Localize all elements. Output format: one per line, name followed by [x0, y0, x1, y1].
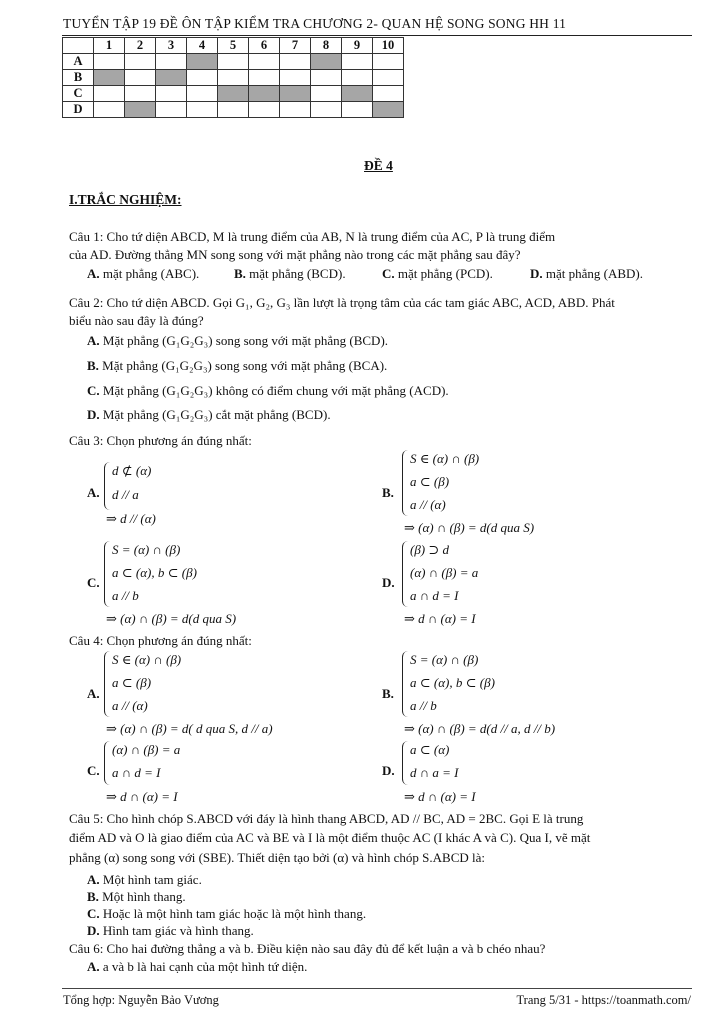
table-cell	[311, 86, 342, 102]
q3-a-brace	[104, 462, 111, 510]
table-cell	[373, 102, 404, 118]
header-title: TUYỂN TẬP 19 ĐỀ ÔN TẬP KIỂM TRA CHƯƠNG 2- QUAN HỆ SONG SONG HH 11	[63, 16, 567, 31]
q4-c-line1: (α) ∩ (β) = a	[112, 742, 181, 757]
q4-option-c-letter: C.	[87, 763, 100, 778]
table-column-header: 4	[187, 38, 218, 54]
footer-rule	[62, 988, 692, 989]
q3-d-line3: a ∩ d = I	[410, 588, 459, 603]
q3-d-line4: ⇒ d ∩ (α) = I	[404, 611, 476, 626]
table-cell	[94, 102, 125, 118]
q3-c-brace	[104, 541, 111, 607]
table-row-label: D	[63, 102, 94, 118]
q2-option-c: C. Mặt phẳng (G₁G₂G₃) không có điểm chung với mặt phẳng (ACD).	[87, 383, 449, 398]
table-cell	[249, 70, 280, 86]
q3-a-line3: ⇒ d // (α)	[106, 511, 156, 526]
table-cell	[373, 86, 404, 102]
table-cell	[373, 70, 404, 86]
q3-c-line4: ⇒ (α) ∩ (β) = d(d qua S)	[106, 611, 237, 626]
table-cell	[156, 86, 187, 102]
q2-option-d: D. Mặt phẳng (G₁G₂G₃) cắt mặt phẳng (BCD).	[87, 407, 331, 422]
q3-option-b-letter: B.	[382, 485, 394, 500]
q3-option-c-letter: C.	[87, 575, 100, 590]
table-cell	[311, 70, 342, 86]
q4-d-line1: a ⊂ (α)	[410, 742, 450, 757]
table-cell	[249, 54, 280, 70]
q5-stem-line3: phẳng (α) song song với (SBE). Thiết diện tạo bởi (α) và hình chóp S.ABCD là:	[69, 850, 486, 865]
q4-a-line4: ⇒ (α) ∩ (β) = d( d qua S, d // a)	[106, 721, 273, 736]
q4-c-brace	[104, 741, 111, 785]
q3-b-line1: S ∈ (α) ∩ (β)	[410, 451, 480, 466]
q1-stem-line1: Câu 1: Cho tứ diện ABCD, M là trung điểm của AB, N là trung điểm của AC, P là trung điểm	[69, 229, 556, 244]
table-corner	[63, 38, 94, 54]
q4-a-line3: a // (α)	[112, 698, 148, 713]
table-column-header: 8	[311, 38, 342, 54]
q5-option-d: D. Hình tam giác và hình thang.	[87, 923, 254, 938]
table-row-label: B	[63, 70, 94, 86]
table-cell	[94, 70, 125, 86]
table-cell	[156, 102, 187, 118]
table-row-label: C	[63, 86, 94, 102]
table-cell	[373, 54, 404, 70]
q3-c-line1: S = (α) ∩ (β)	[112, 542, 181, 557]
q3-b-line2: a ⊂ (β)	[410, 474, 450, 489]
table-cell	[218, 70, 249, 86]
q3-c-line3: a // b	[112, 588, 139, 603]
q4-d-line2: d ∩ a = I	[410, 765, 459, 780]
table-cell	[249, 102, 280, 118]
q1-option-c: C. mặt phẳng (PCD).	[382, 266, 493, 281]
q3-b-brace	[402, 450, 409, 516]
q5-option-b: B. Một hình thang.	[87, 889, 186, 904]
q3-c-line2: a ⊂ (α), b ⊂ (β)	[112, 565, 197, 580]
q4-d-brace	[402, 741, 409, 785]
q1-option-a: A. mặt phẳng (ABC).	[87, 266, 200, 281]
table-cell	[125, 70, 156, 86]
q5-stem-line1: Câu 5: Cho hình chóp S.ABCD với đáy là hình thang ABCD, AD // BC, AD = 2BC. Gọi E là trung	[69, 811, 584, 826]
q5-stem-line2: điểm AD và O là giao điểm của AC và BE và I là một điểm thuộc AC (I khác A và C). Qua I, vẽ mặt	[69, 830, 591, 845]
q3-d-line1: (β) ⊃ d	[410, 542, 450, 557]
table-cell	[311, 54, 342, 70]
q3-d-brace	[402, 541, 409, 607]
table-cell	[218, 102, 249, 118]
q1-stem-line2: của AD. Đường thẳng MN song song với mặt phẳng nào trong các mặt phẳng sau đây?	[69, 247, 521, 262]
q3-option-d-letter: D.	[382, 575, 395, 590]
q4-option-d-letter: D.	[382, 763, 395, 778]
table-row	[63, 70, 404, 86]
q4-b-line4: ⇒ (α) ∩ (β) = d(d // a, d // b)	[404, 721, 556, 736]
q4-a-line1: S ∈ (α) ∩ (β)	[112, 652, 182, 667]
q4-c-line2: a ∩ d = I	[112, 765, 161, 780]
table-cell	[342, 54, 373, 70]
q4-b-brace	[402, 651, 409, 717]
table-cell	[342, 70, 373, 86]
q4-a-line2: a ⊂ (β)	[112, 675, 152, 690]
table-cell	[280, 86, 311, 102]
table-cell	[280, 70, 311, 86]
table-column-header: 5	[218, 38, 249, 54]
q5-option-a: A. Một hình tam giác.	[87, 872, 202, 887]
header-rule	[62, 35, 692, 36]
q6-option-a: A. a và b là hai cạnh của một hình tứ diện.	[87, 959, 308, 974]
table-cell	[187, 86, 218, 102]
q3-a-line1: d ⊄ (α)	[112, 463, 152, 478]
q3-option-a-letter: A.	[87, 485, 100, 500]
q4-b-line3: a // b	[410, 698, 437, 713]
table-cell	[280, 54, 311, 70]
q4-d-line3: ⇒ d ∩ (α) = I	[404, 789, 476, 804]
table-cell	[218, 54, 249, 70]
table-cell	[187, 102, 218, 118]
q3-b-line3: a // (α)	[410, 497, 446, 512]
q3-d-line2: (α) ∩ (β) = a	[410, 565, 479, 580]
footer-page-info: Trang 5/31 - https://toanmath.com/	[516, 993, 691, 1007]
table-cell	[156, 54, 187, 70]
q3-a-line2: d // a	[112, 487, 139, 502]
table-cell	[280, 102, 311, 118]
q4-option-a-letter: A.	[87, 686, 100, 701]
q1-option-d: D. mặt phẳng (ABD).	[530, 266, 644, 281]
q3-b-line4: ⇒ (α) ∩ (β) = d(d qua S)	[404, 520, 535, 535]
section-title: I.TRẮC NGHIỆM:	[69, 192, 182, 207]
table-cell	[125, 54, 156, 70]
table-row-label: A	[63, 54, 94, 70]
q4-option-b-letter: B.	[382, 686, 394, 701]
table-cell	[187, 54, 218, 70]
table-row	[63, 54, 404, 70]
exam-title: ĐỀ 4	[364, 158, 393, 173]
q4-c-line3: ⇒ d ∩ (α) = I	[106, 789, 178, 804]
q5-option-c: C. Hoặc là một hình tam giác hoặc là một hình thang.	[87, 906, 367, 921]
table-cell	[94, 86, 125, 102]
table-column-header: 2	[125, 38, 156, 54]
table-cell	[249, 86, 280, 102]
q6-stem-line1: Câu 6: Cho hai đường thẳng a và b. Điều kiện nào sau đây đủ để kết luận a và b chéo nhau?	[69, 941, 546, 956]
table-cell	[156, 70, 187, 86]
q4-stem: Câu 4: Chọn phương án đúng nhất:	[69, 633, 252, 648]
table-cell	[342, 102, 373, 118]
table-cell	[125, 86, 156, 102]
q3-stem: Câu 3: Chọn phương án đúng nhất:	[69, 433, 252, 448]
q2-option-a: A. Mặt phẳng (G₁G₂G₃) song song với mặt phẳng (BCD).	[87, 333, 389, 348]
footer-author: Tổng hợp: Nguyễn Bảo Vương	[63, 993, 219, 1007]
q4-a-brace	[104, 651, 111, 717]
q2-option-b: B. Mặt phẳng (G₁G₂G₃) song song với mặt phẳng (BCA).	[87, 358, 388, 373]
table-column-header: 6	[249, 38, 280, 54]
answer-table	[62, 37, 404, 118]
q4-b-line2: a ⊂ (α), b ⊂ (β)	[410, 675, 495, 690]
q4-b-line1: S = (α) ∩ (β)	[410, 652, 479, 667]
table-cell	[218, 86, 249, 102]
table-row	[63, 86, 404, 102]
table-column-header: 9	[342, 38, 373, 54]
q2-stem-line2: biểu nào sau đây là đúng?	[69, 313, 204, 328]
table-column-header: 10	[373, 38, 404, 54]
table-cell	[311, 102, 342, 118]
table-row	[63, 102, 404, 118]
table-cell	[125, 102, 156, 118]
table-column-header: 3	[156, 38, 187, 54]
table-cell	[187, 70, 218, 86]
q2-stem-line1: Câu 2: Cho tứ diện ABCD. Gọi G₁, G₂, G₃ lần lượt là trọng tâm của các tam giác ABC, ACD, ABD. Phát	[69, 295, 615, 310]
table-column-header: 7	[280, 38, 311, 54]
table-cell	[94, 54, 125, 70]
table-column-header: 1	[94, 38, 125, 54]
q1-option-b: B. mặt phẳng (BCD).	[234, 266, 346, 281]
table-cell	[342, 86, 373, 102]
